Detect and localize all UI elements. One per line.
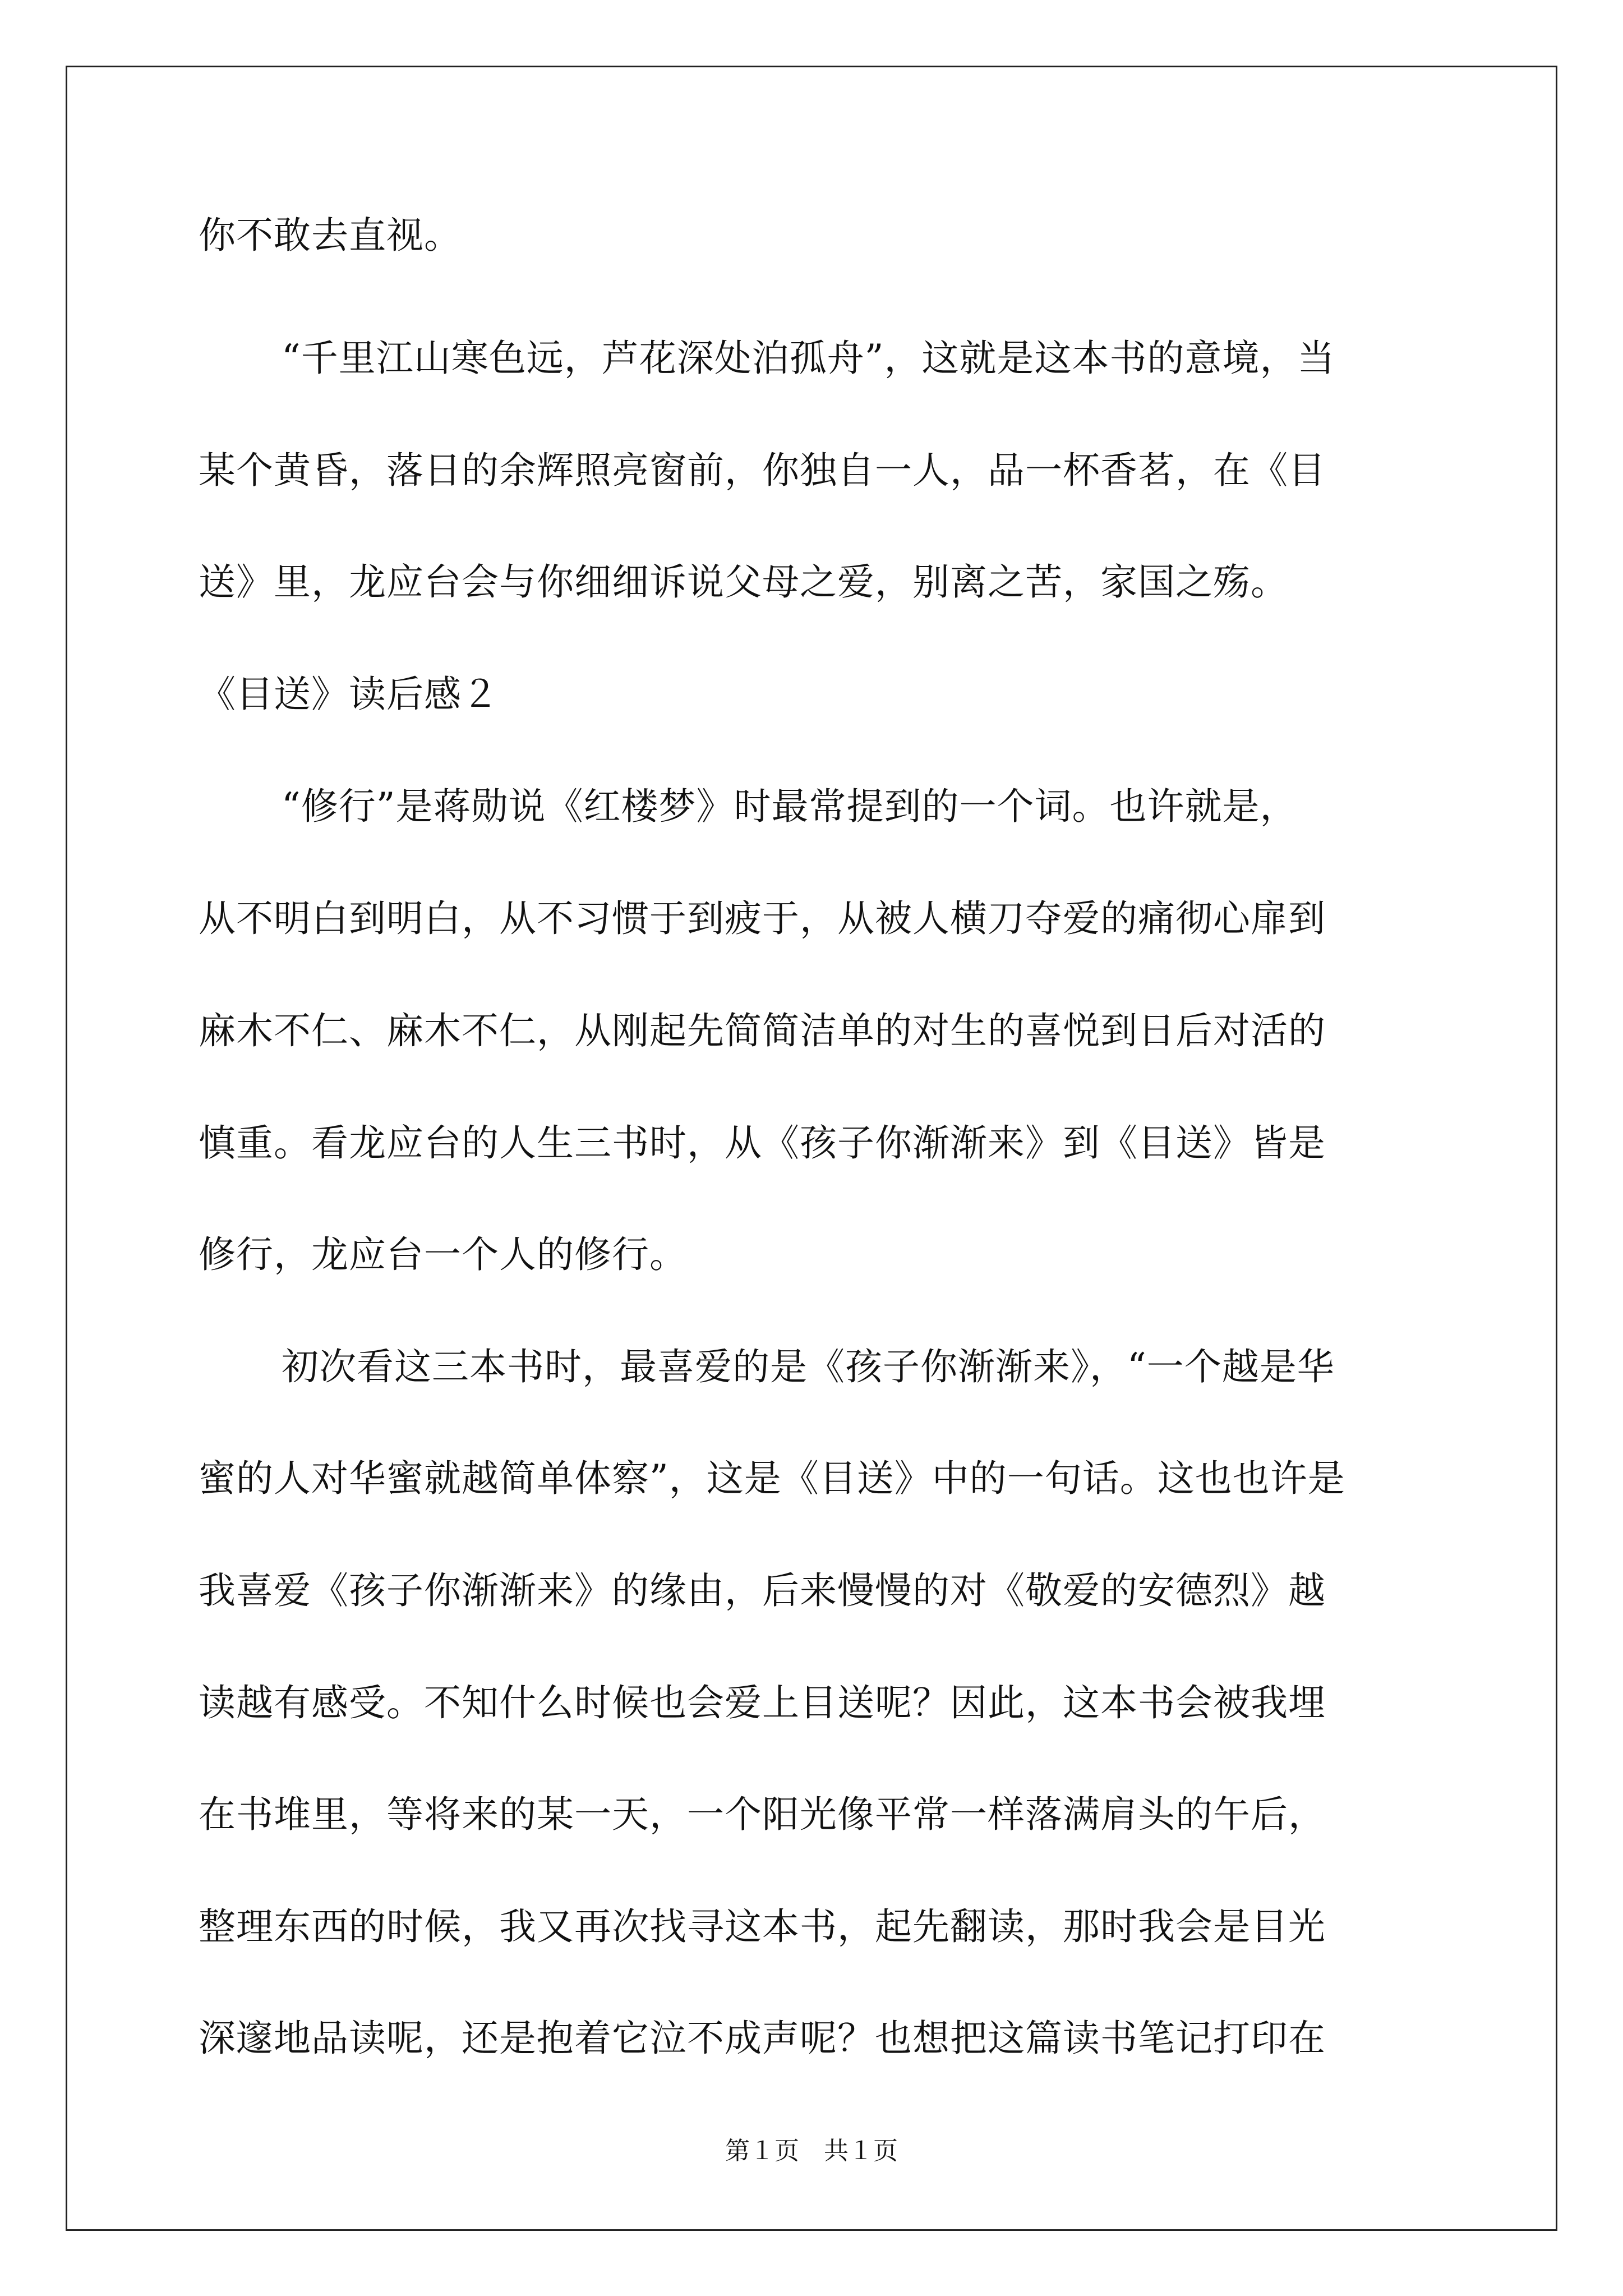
text-line: 在书堆里，等将来的某一天，一个阳光像平常一样落满肩头的午后， <box>199 1793 1326 1836</box>
text-line: 某个黄昏，落日的余辉照亮窗前，你独自一人，品一杯香茗，在《目 <box>199 449 1326 492</box>
text-line: 修行，龙应台一个人的修行。 <box>199 1233 687 1276</box>
text-line: 初次看这三本书时，最喜爱的是《孩子你渐渐来》，“一个越是华 <box>282 1345 1335 1388</box>
text-line: 整理东西的时候，我又再次找寻这本书，起先翻读，那时我会是目光 <box>199 1905 1326 1948</box>
text-line: 你不敢去直视。 <box>199 214 462 257</box>
page-footer: 第１页 共１页 <box>725 2137 898 2165</box>
text-line: 读越有感受。不知什么时候也会爱上目送呢？因此，这本书会被我埋 <box>199 1681 1326 1724</box>
text-line: 从不明白到明白，从不习惯于到疲于，从被人横刀夺爱的痛彻心扉到 <box>199 897 1326 940</box>
text-line: 慎重。看龙应台的人生三书时，从《孩子你渐渐来》到《目送》皆是 <box>199 1121 1326 1165</box>
text-line: 深邃地品读呢，还是抱着它泣不成声呢？也想把这篇读书笔记打印在 <box>199 2017 1326 2060</box>
text-line: “修行”是蒋勋说《红楼梦》时最常提到的一个词。也许就是， <box>282 785 1298 828</box>
text-line: “千里江山寒色远，芦花深处泊孤舟”，这就是这本书的意境，当 <box>282 337 1335 380</box>
text-line: 蜜的人对华蜜就越简单体察”，这是《目送》中的一句话。这也也许是 <box>199 1457 1345 1500</box>
text-line: 我喜爱《孩子你渐渐来》的缘由，后来慢慢的对《敬爱的安德烈》越 <box>199 1569 1326 1612</box>
text-line: 麻木不仁、麻木不仁，从刚起先简简洁单的对生的喜悦到日后对活的 <box>199 1009 1326 1052</box>
section-heading: 《目送》读后感２ <box>199 673 499 716</box>
text-line: 送》里，龙应台会与你细细诉说父母之爱，别离之苦，家国之殇。 <box>199 560 1288 604</box>
